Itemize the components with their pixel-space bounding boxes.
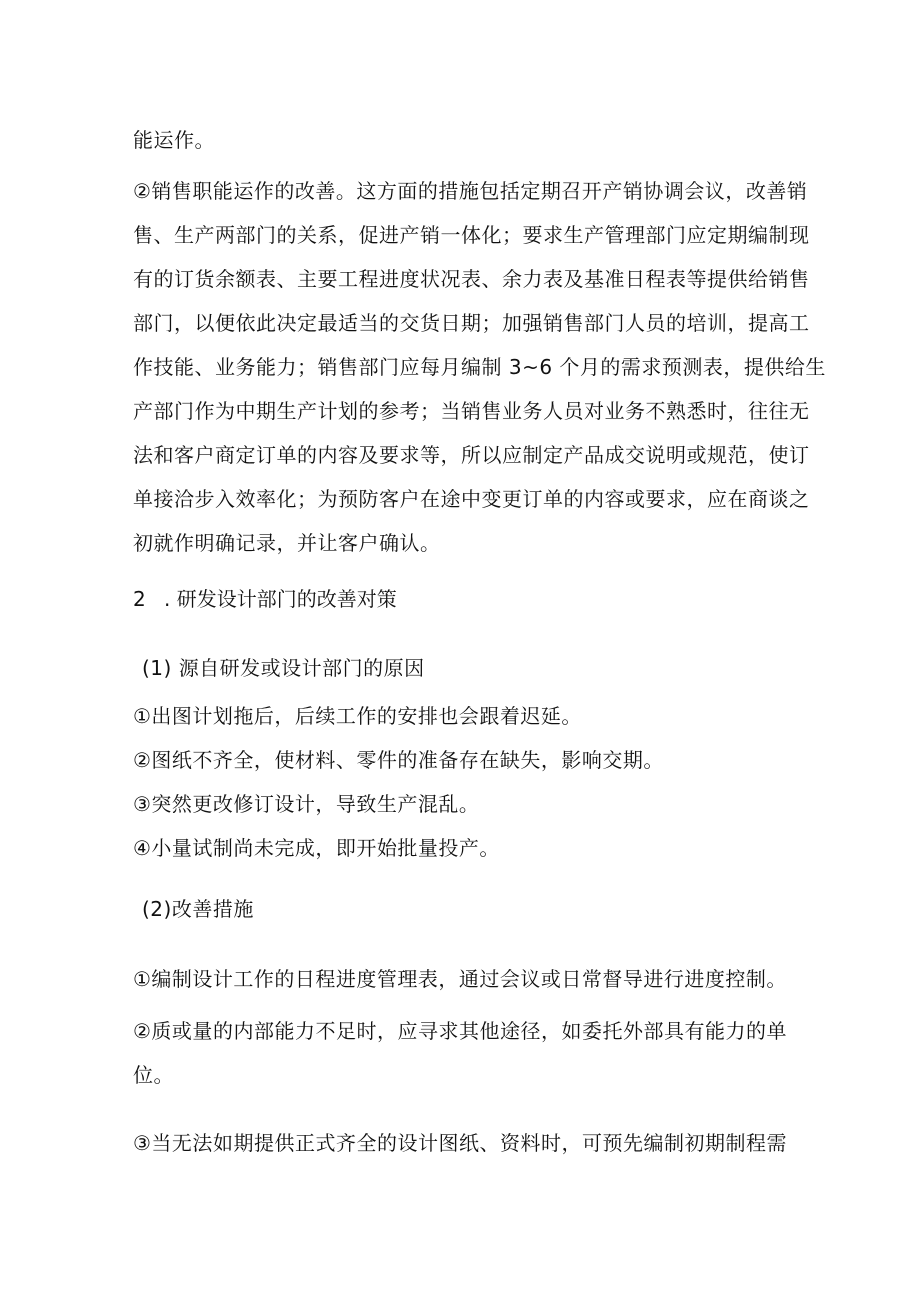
- paragraph-line: 部门，以便依此决定最适当的交货日期；加强销售部门人员的培训，提高工: [133, 311, 810, 335]
- paragraph-line: 有的订货余额表、主要工程进度状况表、余力表及基准日程表等提供给销售: [133, 267, 810, 291]
- paragraph-line: ②销售职能运作的改善。这方面的措施包括定期召开产销协调会议，改善销: [133, 179, 808, 203]
- paragraph-line: 单接洽步入效率化；为预防客户在途中变更订单的内容或要求，应在商谈之: [133, 487, 810, 511]
- paragraph-line: 能运作。: [133, 128, 215, 152]
- list-item: ①编制设计工作的日程进度管理表，通过会议或日常督导进行进度控制。: [133, 967, 787, 991]
- list-item: ②质或量的内部能力不足时，应寻求其他途径，如委托外部具有能力的单: [133, 1019, 787, 1043]
- subsection-title: (1) 源自研发或设计部门的原因: [142, 656, 425, 680]
- paragraph-line: 作技能、业务能力；销售部门应每月编制 3~6 个月的需求预测表，提供给生: [133, 355, 826, 379]
- section-number: 2: [133, 587, 146, 611]
- paragraph-line: 法和客户商定订单的内容及要求等，所以应制定产品成交说明或规范，使订: [133, 443, 810, 467]
- list-item: ①出图计划拖后，后续工作的安排也会跟着迟延。: [133, 704, 582, 728]
- paragraph-line: 初就作明确记录，并让客户确认。: [133, 531, 441, 555]
- paragraph-line: 产部门作为中期生产计划的参考；当销售业务人员对业务不熟悉时，往往无: [133, 399, 810, 423]
- section-title: . 研发设计部门的改善对策: [164, 587, 397, 611]
- subsection-title: (2)改善措施: [142, 897, 254, 921]
- list-item: ③突然更改修订设计，导致生产混乱。: [133, 792, 480, 816]
- paragraph-line: 售、生产两部门的关系，促进产销一体化；要求生产管理部门应定期编制现: [133, 223, 810, 247]
- list-item: ②图纸不齐全，使材料、零件的准备存在缺失，影响交期。: [133, 748, 664, 772]
- list-item: ④小量试制尚未完成，即开始批量投产。: [133, 836, 500, 860]
- list-item: 位。: [133, 1063, 174, 1087]
- list-item: ③当无法如期提供正式齐全的设计图纸、资料时，可预先编制初期制程需: [133, 1131, 787, 1155]
